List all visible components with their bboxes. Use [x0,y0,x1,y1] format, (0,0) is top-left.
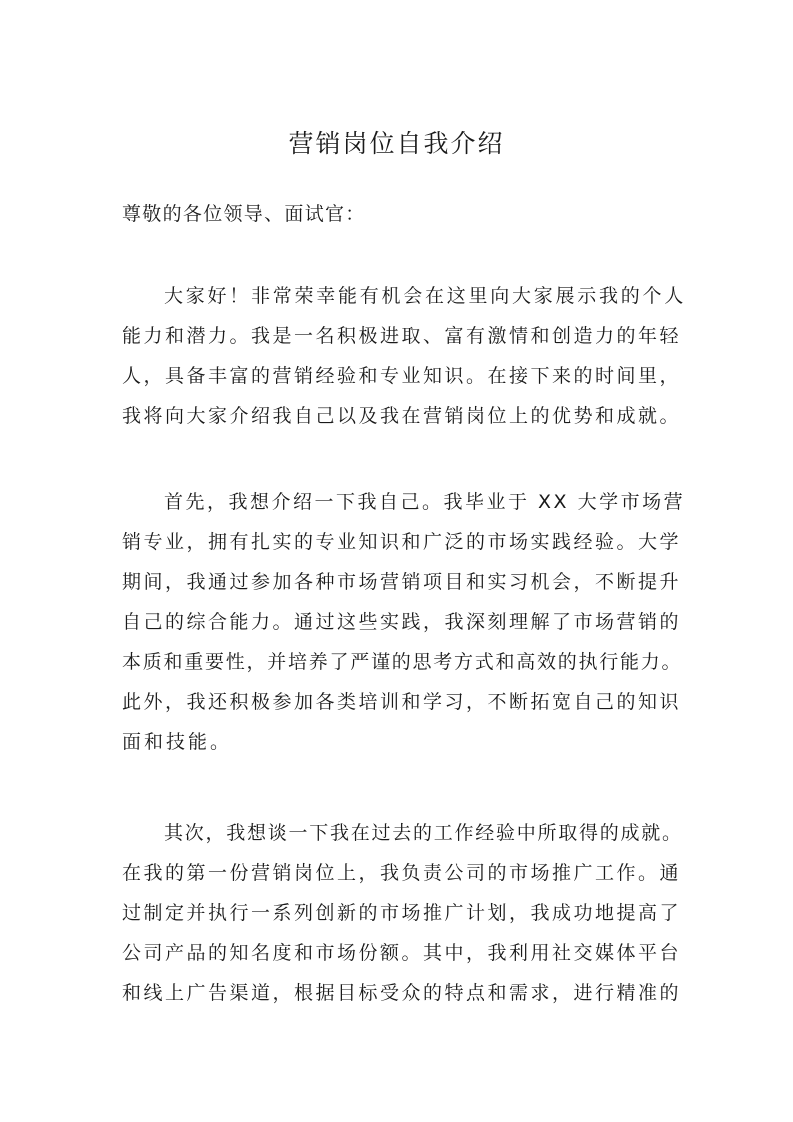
paragraph-line: 销专业，拥有扎实的专业知识和广泛的市场实践经验。大学 [122,531,682,553]
paragraph-background [122,482,686,762]
paragraph-line: 能力和潜力。我是一名积极进取、富有激情和创造力的年轻 [122,325,682,347]
paragraph-line: 此外，我还积极参加各类培训和学习，不断拓宽自己的知识 [122,691,682,713]
paragraph-intro [122,276,687,436]
paragraph-line: 面和技能。 [122,731,233,753]
paragraph-line: 首先，我想介绍一下我自己。我毕业于 XX 大学市场营 [164,491,686,513]
document-title: 营销岗位自我介绍 [288,129,505,158]
paragraph-achievements [122,813,682,1013]
paragraph-line: 过制定并执行一系列创新的市场推广计划，我成功地提高了 [122,902,682,924]
paragraph-line: 和线上广告渠道，根据目标受众的特点和需求，进行精准的 [122,982,682,1004]
paragraph-line: 大家好！非常荣幸能有机会在这里向大家展示我的个人 [164,285,687,307]
salutation: 尊敬的各位领导、面试官： [122,203,366,225]
paragraph-line: 本质和重要性，并培养了严谨的思考方式和高效的执行能力。 [122,651,683,673]
paragraph-line: 自己的综合能力。通过这些实践，我深刻理解了市场营销的 [122,611,682,633]
paragraph-line: 其次，我想谈一下我在过去的工作经验中所取得的成就。 [164,822,683,844]
paragraph-line: 人，具备丰富的营销经验和专业知识。在接下来的时间里， [122,365,682,387]
paragraph-line: 在我的第一份营销岗位上，我负责公司的市场推广工作。通 [122,862,682,884]
paragraph-line: 公司产品的知名度和市场份额。其中，我利用社交媒体平台 [122,942,682,964]
paragraph-line: 期间，我通过参加各种市场营销项目和实习机会，不断提升 [122,571,682,593]
paragraph-line: 我将向大家介绍我自己以及我在营销岗位上的优势和成就。 [122,405,682,427]
